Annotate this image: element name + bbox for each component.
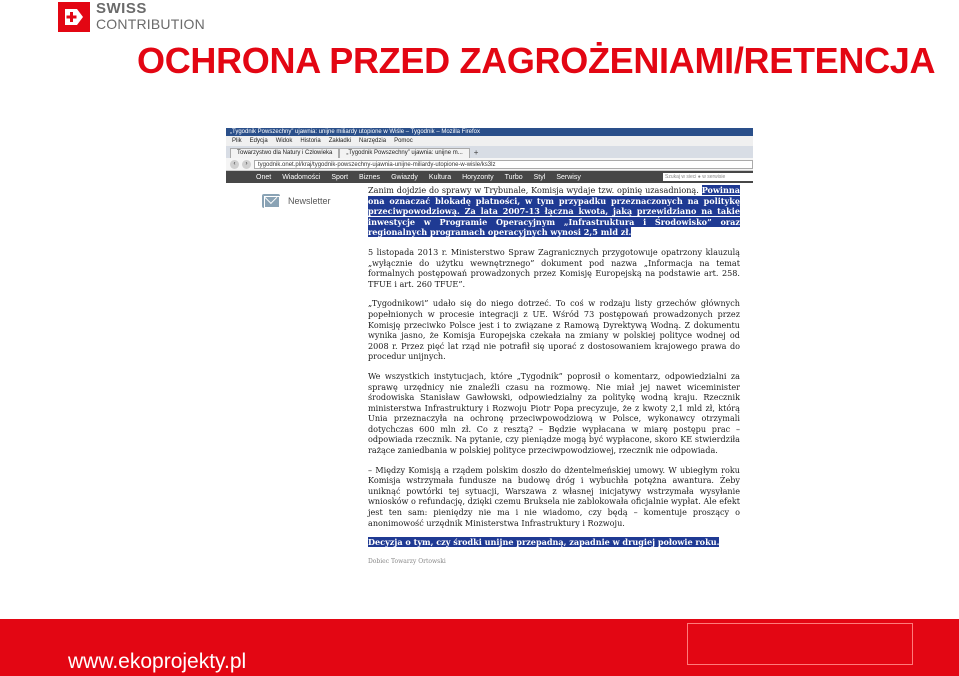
nav-kultura[interactable]: Kultura	[428, 173, 452, 181]
nav-gwiazdy[interactable]: Gwiazdy	[391, 173, 418, 181]
menu-item-historia[interactable]: Historia	[300, 138, 321, 144]
article-paragraph-2: 5 listopada 2013 r. Ministerstwo Spraw Zagranicznych przygotowuje opatrzony klauzulą „wyłącznie do użytku wewnętrznego” dokument pod nazwa „Informacja na temat formalnych postępowań prowadzonych przez Komisję Europejską na podstawie art. 258. TFUE i art. 260 TFUE”.	[368, 246, 740, 289]
nav-onet[interactable]: Onet	[256, 173, 272, 181]
nav-styl[interactable]: Styl	[533, 173, 546, 181]
article-body	[368, 185, 740, 576]
article-paragraph-5: – Między Komisją a rządem polskim doszło do dżentelmeńskiej umowy. W ubiegłym roku Komisja wstrzymała fundusze na budowę dróg i wybuchła potężna awantura. Żeby uniknąć powtórki tej sytuacji, Warszawa z własnej inicjatywy wstrzymała wysyłanie wniosków o refundację, dzięki czemu Bruksela nie zablokowała oficjalnie wypłat. Ale efekt jest ten sam: pieniędzy nie ma i nie wiadomo, czy będą – komentuje proszący o anonimowość urzędnik Ministerstwa Infrastruktury i Rozwoju.	[368, 464, 740, 528]
forward-icon[interactable]: ›	[242, 160, 251, 169]
article-p1-text: Zanim dojdzie do sprawy w Trybunale, Komisja wydaje tzw. opinię uzasadnioną.	[368, 185, 699, 195]
menu-item-plik[interactable]: Plik	[232, 138, 242, 144]
nav-serwisy[interactable]: Serwisy	[556, 173, 581, 181]
newsletter-link[interactable]	[262, 192, 352, 212]
article-paragraph-3: „Tygodnikowi” udało się do niego dotrzeć. To coś w rodzaju listy grzechów głównych popełnionych w procesie integracji z UE. Wśród 73 postępowań prowadzonych przez Komisję przeciwko Polsce jest i to związane z Ramową Dyrektywą Wodną. Z dokumentu wynika jasno, że Komisja Europejska czekała na zmiany w polskiej polityce wodnej od 2008 r. Przez pięć lat rząd nie potrafił się uporać z dostosowaniem krajowego prawa do procedur unijnych.	[368, 298, 740, 362]
tab-bar	[226, 146, 753, 158]
footer-box	[687, 623, 913, 665]
nav-horyzonty[interactable]: Horyzonty	[462, 173, 494, 181]
tab-towarzystwo[interactable]: Towarzystwo dla Natury i Człowieka	[230, 148, 339, 158]
site-nav	[226, 171, 753, 183]
browser-screenshot	[226, 128, 753, 583]
new-tab-button[interactable]: +	[473, 148, 479, 157]
article-paragraph-4: We wszystkich instytucjach, które „Tygodnik” poprosił o komentarz, odpowiedzialni za sprawę urzędnicy nie znaleźli czasu na rozmowę. Nie miał jej nawet wiceminister środowiska Stanisław Gawłowski, odpowiedzialny za politykę wodną kraju. Rzecznik ministerstwa Infrastruktury i Rozwoju Piotr Popa precyzuje, że z kwoty 2,1 mld zł, którą Unia przeznaczyła na ochronę przeciwpowodziową w Polsce, wykonawcy otrzymali dotychczas 600 mln zł. Co z resztą? – Będzie wypłacana w miarę postępu prac – odpowiada rzecznik. Na pytanie, czy pieniądze mogą być wypłacone, skoro KE stwierdziła rażące zaniedbania w polskiej polityce przeciwpowodziowej, rzecznik nie odpowiada.	[368, 370, 740, 456]
menu-bar	[226, 136, 753, 146]
url-bar	[226, 158, 753, 171]
footer-bar	[0, 619, 959, 676]
newsletter-label: Newsletter	[288, 196, 331, 206]
menu-item-widok[interactable]: Widok	[275, 138, 293, 144]
article-paragraph-6	[368, 537, 740, 548]
logo-line1: SWISS	[96, 0, 147, 17]
envelope-icon	[262, 194, 280, 208]
page-title: OCHRONA PRZED ZAGROŻENIAMI/RETENCJA	[137, 40, 936, 81]
article-paragraph-7: Dobiec Towarzy Ortowski	[368, 557, 446, 565]
footer-url[interactable]: www.ekoprojekty.pl	[68, 650, 247, 673]
swiss-cross-icon	[58, 2, 90, 32]
nav-sport[interactable]: Sport	[331, 173, 349, 181]
address-input[interactable]: tygodnik.onet.pl/kraj/tygodnik-powszechny-ujawnia-unijne-miliardy-utopione-w-wisle/ks3lz	[254, 160, 753, 169]
menu-item-pomoc[interactable]: Pomoc	[394, 138, 413, 144]
logo-line2: CONTRIBUTION	[96, 16, 205, 32]
menu-item-edycja[interactable]: Edycja	[249, 138, 268, 144]
nav-biznes[interactable]: Biznes	[359, 173, 381, 181]
swiss-contribution-logo	[58, 2, 218, 32]
menu-item-narzedzia[interactable]: Narzędzia	[359, 138, 387, 144]
tab-tygodnik[interactable]: „Tygodnik Powszechny” ujawnia: unijne m...	[339, 148, 469, 158]
nav-turbo[interactable]: Turbo	[504, 173, 523, 181]
article-p6-highlight: Decyzja o tym, czy środki unijne przepadną, zapadnie w drugiej połowie roku.	[368, 537, 720, 548]
nav-wiadomosci[interactable]: Wiadomości	[282, 173, 321, 181]
back-icon[interactable]: ‹	[230, 160, 239, 169]
window-title: „Tygodnik Powszechny” ujawnia: unijne miliardy utopione w Wiśle – Tygodnik – Mozilla Firefox	[226, 128, 753, 136]
menu-item-zakladki[interactable]: Zakładki	[328, 138, 352, 144]
article-paragraph-1	[368, 185, 740, 238]
site-search-input[interactable]: Szukaj w sieci ● w serwisie	[663, 173, 753, 181]
article-p1-highlight: Powinna ona oznaczać blokadę płatności, w tym przypadku przeznaczonych na politykę przeciwpowodziową. Za lata 2007-13 łączna kwota, jaką przewidziano na takie inwestycje w Programie Operacyjnym „Infrastruktura i Środowisko” oraz regionalnych programach operacyjnych wynosi 2,5 mld zł.	[368, 185, 741, 238]
